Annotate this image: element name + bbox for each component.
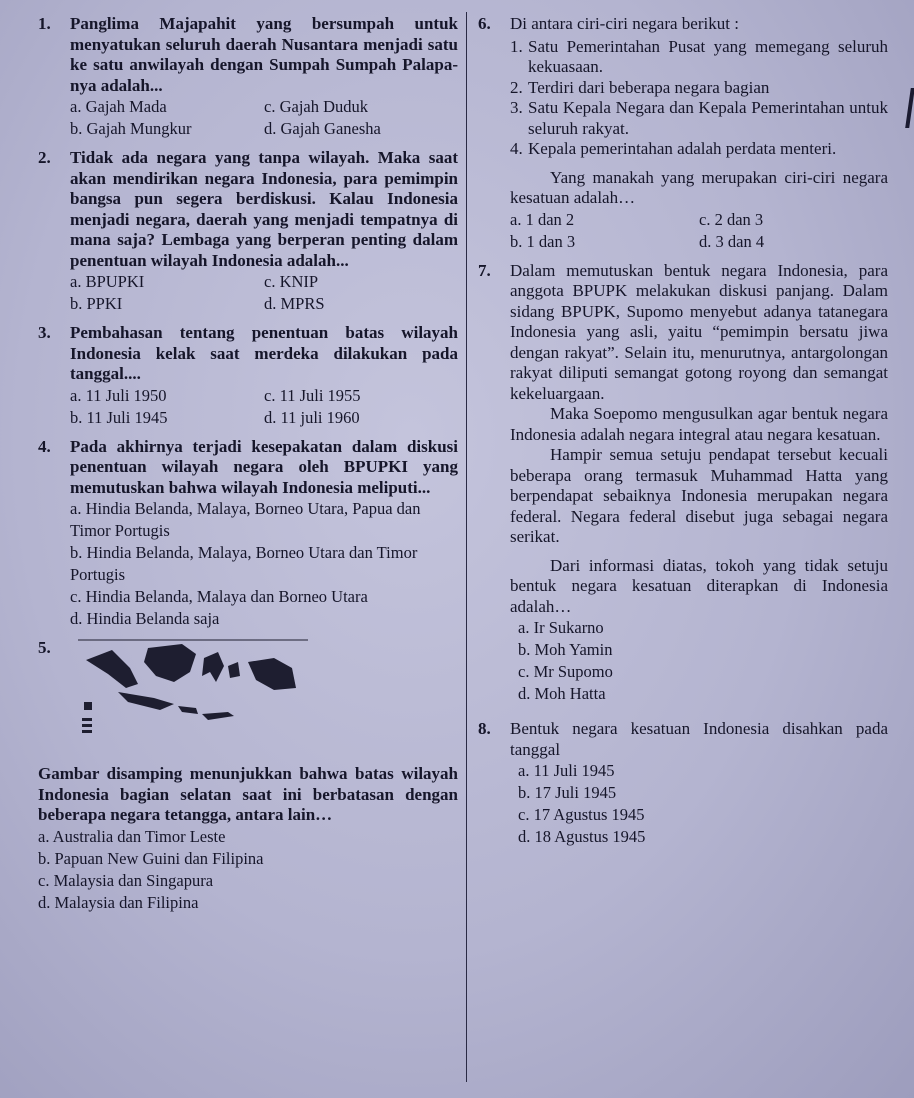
statement-4: 4. Kepala pemerintahan adalah perdata menteri. [510, 139, 837, 158]
option-b[interactable]: b. Papuan New Guini dan Filipina [38, 848, 264, 868]
option-c[interactable]: c. KNIP [264, 272, 319, 291]
option-c[interactable]: c. 11 Juli 1955 [264, 385, 361, 405]
question-2 [38, 148, 458, 315]
option-d[interactable]: d. Moh Hatta [518, 684, 606, 703]
right-column [478, 14, 888, 856]
option-a[interactable]: a. 11 Juli 1950 [70, 385, 167, 405]
edge-mark [905, 88, 914, 128]
option-a[interactable]: a. BPUPKI [70, 272, 145, 291]
question-text: Pembahasan tentang penentuan batas wilayah Indonesia kelak saat merdeka dilakukan pada tanggal.... [70, 323, 458, 383]
options [38, 826, 458, 914]
map-graphic [78, 638, 308, 758]
option-d[interactable]: d. Hindia Belanda saja [70, 609, 220, 628]
question-text: Pada akhirnya terjadi kesepakatan dalam diskusi penentuan wilayah negara oleh BPUPKI yang memutuskan bahwa wilayah Indonesia meliputi... [70, 436, 458, 497]
question-number: 5. [38, 638, 51, 657]
column-divider [466, 12, 467, 1082]
question-1 [38, 14, 458, 140]
option-a[interactable]: a. Hindia Belanda, Malaya, Borneo Utara, Papua dan Timor Portugis [70, 499, 421, 540]
option-a[interactable]: a. 11 Juli 1945 [518, 761, 615, 780]
option-c[interactable]: c. 17 Agustus 1945 [518, 805, 645, 824]
question-text: Dari informasi diatas, tokoh yang tidak setuju bentuk negara kesatuan diterapkan di Indonesia adalah… [510, 555, 888, 616]
statement-1: 1. Satu Pemerintahan Pusat yang memegang seluruh kekuasaan. [510, 36, 888, 76]
left-column [38, 14, 458, 922]
paragraph-2: Maka Soepomo mengusulkan agar bentuk negara Indonesia adalah negara integral atau negara kesatuan. [510, 404, 888, 444]
statement-3: 3. Satu Kepala Negara dan Kepala Pemerintahan untuk seluruh rakyat. [510, 98, 888, 138]
option-d[interactable]: d. Gajah Ganesha [264, 119, 381, 138]
question-number: 8. [478, 719, 491, 738]
statement-list [510, 37, 888, 160]
question-number: 7. [478, 260, 491, 280]
option-b[interactable]: b. 17 Juli 1945 [518, 783, 617, 802]
options [38, 498, 458, 630]
question-8 [478, 719, 888, 848]
question-number: 3. [38, 323, 51, 342]
question-3 [38, 323, 458, 429]
options [38, 96, 458, 140]
options [38, 385, 458, 429]
question-number: 2. [38, 148, 51, 167]
option-c[interactable]: c. Malaysia dan Singapura [38, 870, 214, 890]
option-d[interactable]: d. 3 dan 4 [699, 231, 765, 251]
option-d[interactable]: d. Malaysia dan Filipina [38, 892, 199, 912]
option-a[interactable]: a. 1 dan 2 [510, 209, 575, 229]
question-number: 1. [38, 14, 51, 33]
question-5 [38, 638, 458, 914]
question-4 [38, 437, 458, 631]
option-d[interactable]: d. 11 juli 1960 [264, 407, 360, 427]
question-text: Gambar disamping menunjukkan bahwa batas wilayah Indonesia bagian selatan saat ini berbatasan dengan beberapa negara tetangga, antara lain… [38, 764, 458, 824]
question-intro: Di antara ciri-ciri negara berikut : [510, 14, 739, 33]
option-c[interactable]: c. Hindia Belanda, Malaya dan Borneo Utara [70, 587, 368, 606]
option-a[interactable]: a. Gajah Mada [70, 97, 167, 116]
option-b[interactable]: b. Hindia Belanda, Malaya, Borneo Utara dan Timor Portugis [70, 543, 418, 584]
options [38, 271, 458, 315]
question-7 [478, 261, 888, 706]
option-d[interactable]: d. MPRS [264, 294, 325, 313]
options [478, 209, 888, 253]
question-text: Panglima Majapahit yang bersumpah untuk menyatukan seluruh daerah Nusantara menjadi satu ke satu anwilayah dengan Sumpah Sumpah Palapa-nya adalah... [70, 14, 458, 95]
option-b[interactable]: b. 11 Juli 1945 [70, 407, 168, 427]
option-b[interactable]: b. Moh Yamin [518, 640, 613, 659]
question-number: 6. [478, 14, 491, 33]
options [478, 760, 888, 848]
question-number: 4. [38, 436, 51, 456]
question-text: Tidak ada negara yang tanpa wilayah. Maka saat akan mendirikan negara Indonesia, para pemimpin bangsa pun segera berdiskusi. Kalau Indonesia menjadi negara, daerah yang menjadi tempatnya di mana saja? Lembaga yang berperan penting dalam penentuan wilayah Indonesia adalah... [70, 148, 458, 270]
option-a[interactable]: a. Ir Sukarno [518, 618, 604, 637]
question-text: Yang manakah yang merupakan ciri-ciri negara kesatuan adalah… [510, 167, 888, 207]
option-c[interactable]: c. 2 dan 3 [699, 209, 764, 229]
option-c[interactable]: c. Mr Supomo [518, 662, 613, 681]
option-a[interactable]: a. Australia dan Timor Leste [38, 826, 226, 846]
statement-2: 2. Terdiri dari beberapa negara bagian [510, 77, 770, 97]
paragraph-3: Hampir semua setuju pendapat tersebut kecuali beberapa orang termasuk Muhammad Hatta yang berpendapat sebaiknya Indonesia merupakan negara federal. Negara federal disebut juga sebagai negara serikat. [510, 445, 888, 546]
option-b[interactable]: b. PPKI [70, 294, 123, 313]
options [478, 617, 888, 705]
paragraph-1: Dalam memutuskan bentuk negara Indonesia, para anggota BPUPK melakukan diskusi panjang. Dalam sidang BPUPK, Supomo menyebut adanya tatanegara Indonesia yang asli, yaitu “pemimpin bersatu jiwa dengan rakyat”. Selain itu, menurutnya, antargolongan rakyat diliputi semangat gotong royong dan semangat kekeluargaan. [510, 260, 888, 403]
option-c[interactable]: c. Gajah Duduk [264, 97, 369, 116]
option-b[interactable]: b. 1 dan 3 [510, 231, 576, 251]
option-d[interactable]: d. 18 Agustus 1945 [518, 827, 646, 846]
option-b[interactable]: b. Gajah Mungkur [70, 119, 192, 138]
question-6 [478, 14, 888, 253]
question-text: Bentuk negara kesatuan Indonesia disahkan pada tanggal [510, 719, 888, 759]
indonesia-map-image [78, 638, 308, 758]
